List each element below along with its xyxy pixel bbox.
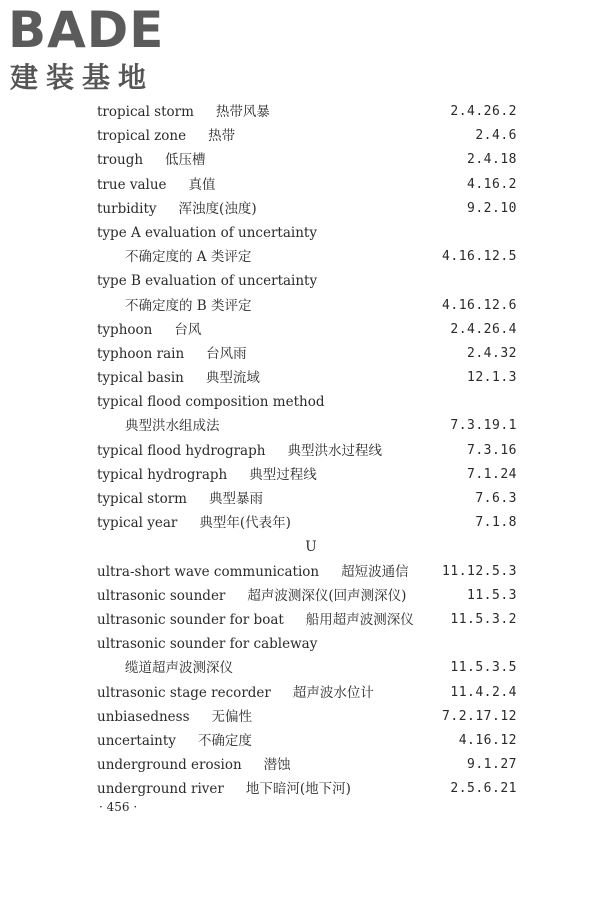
glossary-entry [97, 632, 517, 656]
glossary-entry [97, 414, 517, 438]
section-heading: U [305, 539, 317, 556]
entry-english-term: uncertainty [97, 732, 176, 749]
entry-english-term: typical storm [97, 491, 187, 507]
entry-english-term: underground erosion [97, 757, 242, 774]
brand-logo [8, 1, 178, 96]
entry-section-number: 4.16.12.6 [442, 297, 517, 313]
glossary-entry [97, 245, 517, 269]
glossary-entry [97, 608, 517, 632]
glossary-entry [97, 463, 517, 487]
entry-section-number: 11.5.3.2 [450, 611, 517, 627]
entry-chinese-term: 典型流域 [205, 370, 260, 387]
entry-section-number: 11.5.3 [467, 587, 517, 603]
glossary-entry [97, 681, 517, 705]
entry-chinese-term: 缆道超声波测深仪 [125, 660, 233, 677]
logo-text: BADE [8, 1, 165, 59]
entry-chinese-term: 浑浊度(浊度) [178, 200, 257, 217]
entry-section-number: 4.16.12 [458, 732, 517, 748]
glossary-entry [97, 439, 517, 463]
glossary-entry [97, 584, 517, 608]
entry-section-number: 2.4.26.4 [450, 321, 517, 337]
entry-section-number: 11.5.3.5 [450, 660, 517, 676]
glossary-entry [97, 294, 517, 318]
glossary-entry [97, 390, 517, 414]
entry-section-number: 4.16.2 [467, 176, 517, 192]
entry-chinese-term: 典型年(代表年) [199, 515, 291, 532]
glossary-entry [97, 318, 517, 342]
glossary-entry [97, 656, 517, 680]
entry-english-term: typhoon rain [97, 345, 185, 362]
entry-section-number: 12.1.3 [467, 370, 517, 386]
entry-section-number: 2.4.26.2 [450, 104, 517, 119]
entry-chinese-term: 典型过程线 [249, 466, 317, 483]
glossary-entry [97, 342, 517, 366]
glossary-entry [97, 729, 517, 753]
glossary-entry [97, 173, 517, 197]
entry-section-number: 11.12.5.3 [442, 563, 517, 579]
entry-english-term: ultrasonic sounder for cableway [97, 636, 318, 653]
entry-section-number: 2.5.6.21 [450, 781, 517, 797]
entry-chinese-term: 低压槽 [165, 152, 206, 169]
entry-section-number: 9.2.10 [467, 200, 517, 216]
entry-chinese-term: 地下暗河(地下河) [245, 781, 351, 798]
entry-english-term: tropical storm [97, 104, 194, 120]
glossary-entry [97, 705, 517, 729]
entry-chinese-term: 船用超声波测深仪 [305, 611, 414, 628]
entry-english-term: ultrasonic sounder for boat [97, 611, 284, 628]
glossary-entry [97, 124, 517, 148]
entry-section-number: 7.3.16 [467, 442, 517, 458]
glossary-entry [97, 221, 517, 245]
entry-chinese-term: 不确定度 [197, 732, 252, 749]
entry-chinese-term: 热带 [208, 128, 236, 145]
entry-english-term: ultrasonic sounder [97, 587, 226, 604]
entry-chinese-term: 台风雨 [206, 345, 247, 362]
entry-chinese-term: 不确定度的 A 类评定 [125, 249, 252, 266]
entry-english-term: tropical zone [97, 128, 187, 145]
entry-chinese-term: 潜蚀 [263, 757, 291, 774]
glossary-entry [97, 366, 517, 390]
entry-english-term: unbiasedness [97, 708, 190, 725]
entry-english-term: true value [97, 176, 167, 193]
entry-english-term: trough [97, 152, 144, 169]
entry-section-number: 4.16.12.5 [442, 249, 517, 265]
entry-chinese-term: 不确定度的 B 类评定 [125, 297, 252, 314]
entry-english-term: typical hydrograph [97, 466, 228, 483]
entry-section-number: 7.2.17.12 [442, 708, 517, 724]
entry-section-number: 2.4.32 [467, 345, 517, 361]
entry-chinese-term: 典型洪水组成法 [125, 418, 220, 435]
entry-chinese-term: 真值 [188, 176, 216, 193]
entry-english-term: type B evaluation of uncertainty [97, 273, 318, 290]
entry-chinese-term: 无偏性 [211, 708, 252, 725]
entry-chinese-term: 典型暴雨 [208, 491, 263, 507]
entry-section-number: 7.6.3 [475, 491, 517, 506]
entry-english-term: ultrasonic stage recorder [97, 684, 271, 701]
entry-chinese-term: 典型洪水过程线 [287, 442, 382, 459]
glossary-entry [97, 560, 517, 584]
entry-english-term: typical flood hydrograph [97, 442, 266, 459]
entry-chinese-term: 超短波通信 [341, 563, 409, 580]
entry-chinese-term: 超声波水位计 [292, 684, 374, 701]
glossary-entries [97, 100, 517, 801]
glossary-entry [97, 269, 517, 293]
entry-chinese-term: 超声波测深仪(回声测深仪) [247, 587, 407, 604]
glossary-entry [97, 777, 517, 801]
glossary-entry [97, 100, 517, 124]
entry-english-term: underground river [97, 781, 224, 798]
entry-english-term: typical basin [97, 370, 184, 387]
entry-chinese-term: 台风 [174, 321, 202, 338]
page-number: · 456 · [99, 800, 138, 814]
entry-chinese-term: 热带风暴 [215, 104, 270, 120]
entry-section-number: 7.3.19.1 [450, 418, 517, 434]
entry-english-term: typhoon [97, 321, 153, 338]
glossary-entry [97, 487, 517, 511]
glossary-entry [97, 197, 517, 221]
glossary-entry [97, 753, 517, 777]
entry-section-number: 7.1.8 [475, 515, 517, 531]
entry-english-term: ultra-short wave communication [97, 563, 320, 580]
glossary-entry [97, 511, 517, 535]
entry-english-term: typical year [97, 515, 178, 532]
entry-english-term: typical flood composition method [97, 394, 325, 411]
entry-english-term: type A evaluation of uncertainty [97, 224, 317, 241]
entry-section-number: 2.4.6 [475, 128, 517, 144]
entry-section-number: 9.1.27 [467, 757, 517, 773]
logo-subtitle: 建装基地 [10, 61, 155, 94]
entry-section-number: 11.4.2.4 [450, 684, 517, 700]
glossary-entry [97, 148, 517, 172]
entry-section-number: 7.1.24 [467, 466, 517, 482]
entry-section-number: 2.4.18 [467, 152, 517, 168]
entry-english-term: turbidity [97, 200, 157, 217]
